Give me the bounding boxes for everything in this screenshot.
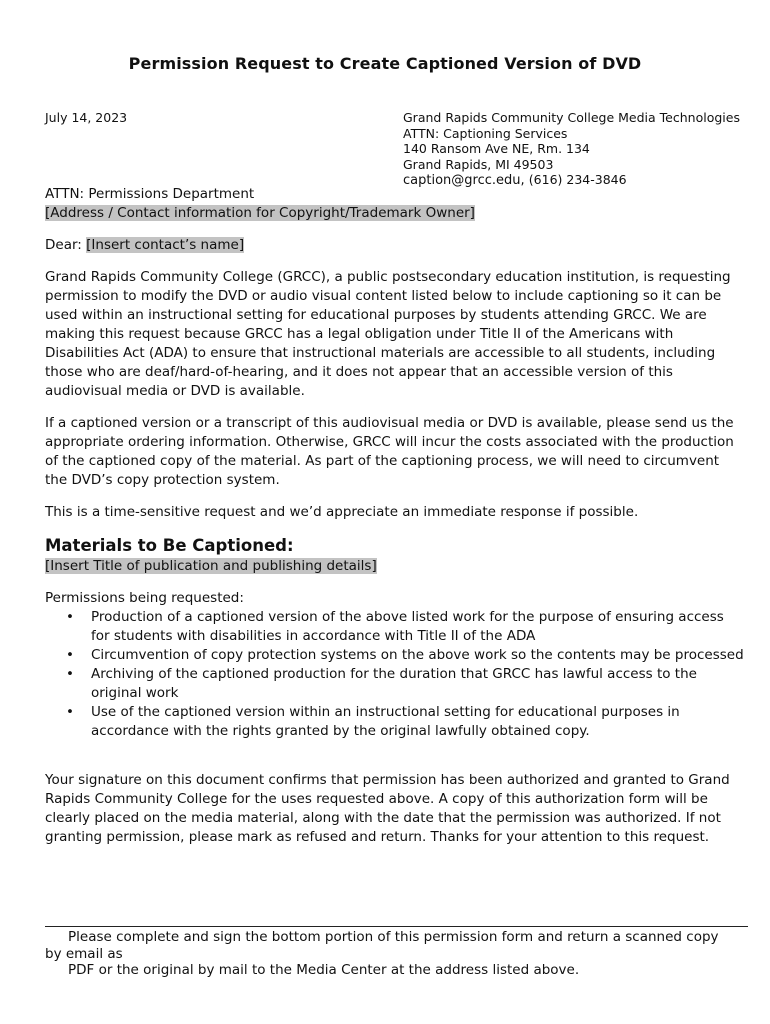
paragraph-signature-notice: Your signature on this document confirms that permission has been authorized and granted to Grand Rapids Community College for the uses requested above. A copy of this authorization form will be clearly placed on the media material, along with the date that the permission was authorized. If not granting permission, please mark as refused and return. Thanks for your attention to this request. xyxy=(45,772,730,845)
document-title: Permission Request to Create Captioned Version of DVD xyxy=(128,54,642,73)
paragraph-purpose: Grand Rapids Community College (GRCC), a public postsecondary education institution, is requesting permission to modify the DVD or audio visual content listed below to include captioning so it can be used within an instructional setting for educational purposes by students attending GRCC. We are making this request because GRCC has a legal obligation under Title II of the Americans with Disabilities Act (ADA) to ensure that instructional materials are accessible to all students, including those who are deaf/hard-of-hearing, and it does not appear that an accessible version of this audiovisual media or DVD is available. xyxy=(45,269,731,399)
recipient-block xyxy=(45,185,745,223)
materials-title-placeholder: [Insert Title of publication and publishing details] xyxy=(45,558,377,574)
paragraph-time-sensitive: This is a time-sensitive request and we’d appreciate an immediate response if possible. xyxy=(45,504,639,520)
sender-address-line1: Grand Rapids Community College Media Technologies xyxy=(403,110,740,125)
recipient-address-placeholder: [Address / Contact information for Copyright/Trademark Owner] xyxy=(45,205,475,221)
materials-title-block xyxy=(45,557,745,576)
sender-address-line3: 140 Ransom Ave NE, Rm. 134 xyxy=(403,141,590,156)
bullet-icon: • xyxy=(66,704,74,720)
footer-divider xyxy=(45,926,748,927)
permission-item xyxy=(66,665,745,703)
footer-line3: PDF or the original by mail to the Media Center at the address listed above. xyxy=(68,962,580,978)
permissions-intro: Permissions being requested: xyxy=(45,590,244,606)
permission-item-text: Production of a captioned version of the above listed work for the purpose of ensuring access for students with disabilities in accordance with Title II of the ADA xyxy=(91,609,724,644)
footer-instructions xyxy=(45,929,745,979)
sender-phone: (616) 234-3846 xyxy=(528,172,627,187)
sender-email: caption@grcc.edu, xyxy=(403,173,525,188)
recipient-attn: ATTN: Permissions Department xyxy=(45,186,255,202)
contact-name-placeholder: [Insert contact’s name] xyxy=(86,237,245,253)
bullet-icon: • xyxy=(66,609,74,625)
materials-heading: Materials to Be Captioned: xyxy=(45,536,294,555)
paragraph-ordering: If a captioned version or a transcript of this audiovisual media or DVD is available, please send us the appropriate ordering information. Otherwise, GRCC will incur the costs associated with the production of the captioned copy of the material. As part of the captioning process, we will need to circumvent the DVD’s copy protection system. xyxy=(45,415,734,488)
permission-item xyxy=(66,608,745,646)
letter-date: July 14, 2023 xyxy=(45,110,128,125)
footer-line2: by email as xyxy=(45,945,123,962)
salutation xyxy=(45,236,745,255)
sender-address xyxy=(403,110,740,189)
bullet-icon: • xyxy=(66,647,74,663)
permissions-section xyxy=(45,589,745,741)
sender-address-line2: ATTN: Captioning Services xyxy=(403,125,568,141)
permission-item xyxy=(66,703,745,741)
permissions-list xyxy=(45,608,745,741)
permission-item-text: Circumvention of copy protection systems on the above work so the contents may be processed xyxy=(91,647,744,663)
sender-address-line4: Grand Rapids, MI 49503 xyxy=(403,156,554,172)
permission-item-text: Use of the captioned version within an instructional setting for educational purposes in accordance with the rights granted by the original lawfully obtained copy. xyxy=(91,704,680,739)
permission-item xyxy=(66,646,745,665)
permission-item-text: Archiving of the captioned production for the duration that GRCC has lawful access to the original work xyxy=(91,666,697,701)
footer-line1: Please complete and sign the bottom portion of this permission form and return a scanned copy xyxy=(68,929,719,945)
bullet-icon: • xyxy=(66,666,74,682)
salutation-prefix: Dear: xyxy=(45,237,87,253)
